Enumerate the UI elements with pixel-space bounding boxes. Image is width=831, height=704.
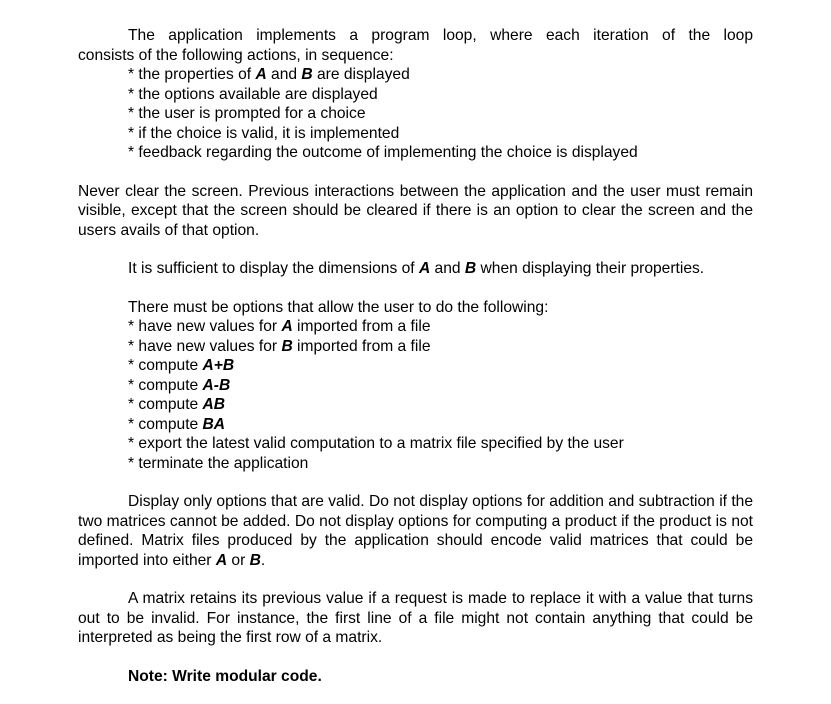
options-intro: There must be options that allow the user to do the following: [128,298,549,316]
list-item: * the properties of A and B are displayed [128,66,410,83]
dimensions-paragraph: It is sufficient to display the dimensions of A and B when displaying their properties. [128,260,705,277]
list-item: * terminate the application [128,454,309,472]
list-item: * feedback regarding the outcome of implementing the choice is displayed [128,144,638,161]
list-item: * compute AB [128,396,226,413]
note-text: Note: Write modular code. [128,667,322,685]
list-item: * compute BA [128,415,226,433]
list-item: * export the latest valid computation to a matrix file specified by the user [128,435,624,452]
valid-options-paragraph: Display only options that are valid. Do not display options for addition and subtraction if the two matrices cannot be added. Do not display options for computing a product if the product is not defined. Matrix files produced by the application should encode valid matrices that could be imported into either A or B. [78,493,753,569]
options-list [128,317,753,473]
loop-intro-line2: consists of the following actions, in sequence: [78,46,394,64]
list-item: * the options available are displayed [128,85,378,103]
loop-actions-list [128,65,753,163]
list-item: * if the choice is valid, it is implemented [128,124,400,142]
list-item: * compute A+B [128,357,235,374]
list-item: * compute A-B [128,376,231,394]
clear-screen-paragraph: Never clear the screen. Previous interactions between the application and the user must remain visible, except that the screen should be cleared if there is an option to clear the screen and the users avails of that option. [78,182,753,239]
retain-value-paragraph: A matrix retains its previous value if a request is made to replace it with a value that turns out to be invalid. For instance, the first line of a file might not contain anything that could be interpreted as being the first row of a matrix. [78,590,753,646]
list-item: * have new values for B imported from a file [128,337,431,355]
list-item: * the user is prompted for a choice [128,105,366,122]
loop-intro-line1: The application implements a program loop, where each iteration of the loop [128,27,753,44]
document-page [78,26,753,686]
list-item: * have new values for A imported from a file [128,318,431,335]
